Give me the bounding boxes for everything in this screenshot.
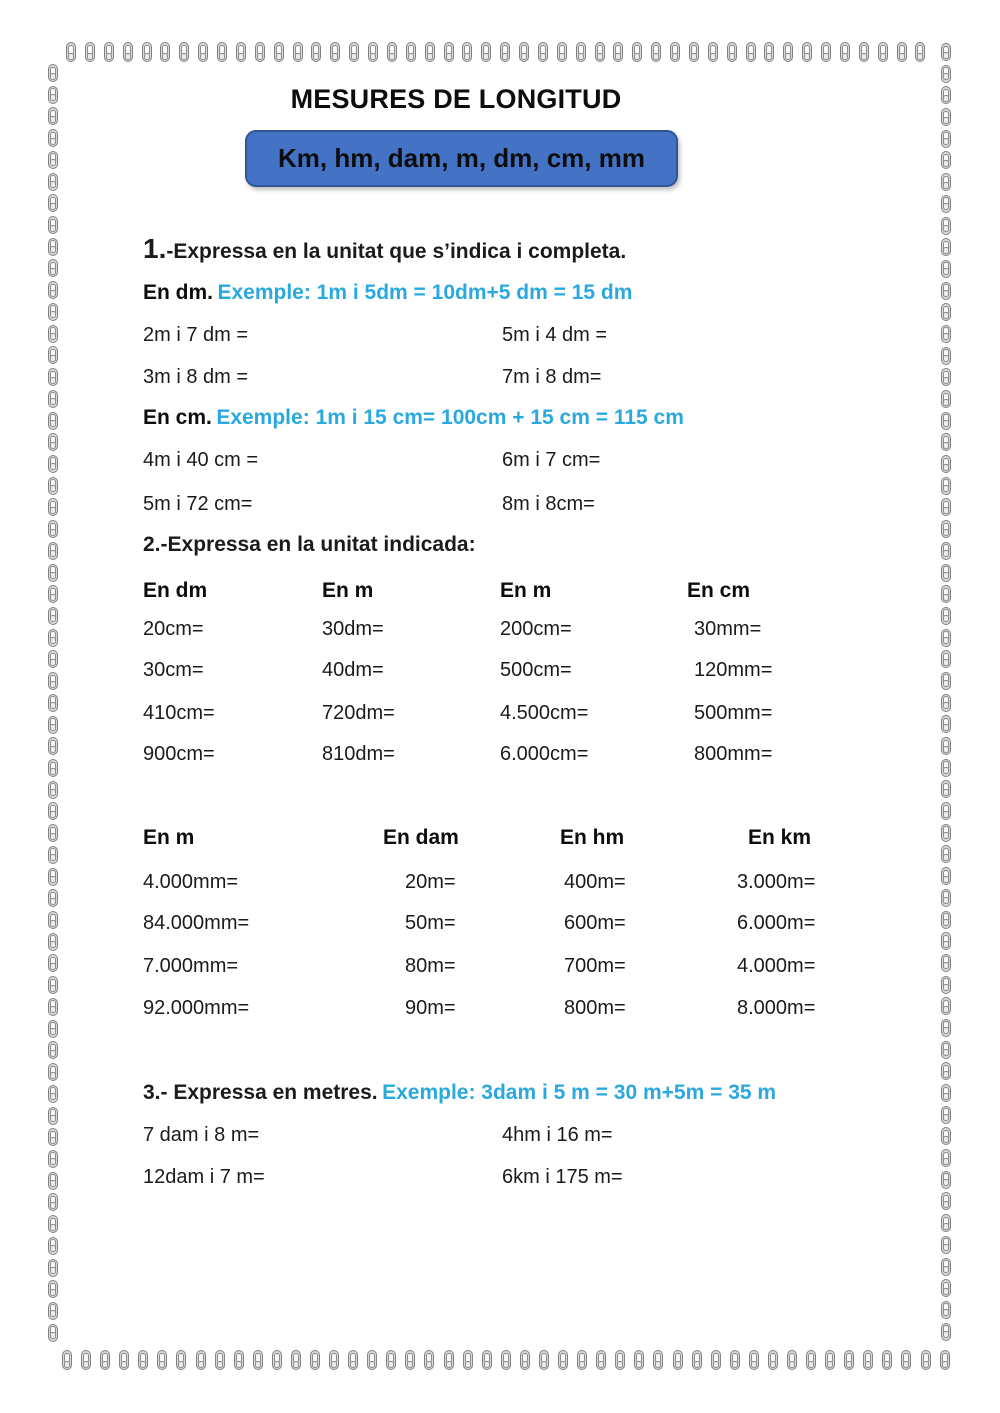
paperclip-icon — [595, 42, 605, 62]
paperclip-icon — [48, 759, 58, 777]
paperclip-icon — [425, 42, 435, 62]
paperclip-icon — [941, 455, 951, 473]
paperclip-icon — [768, 1350, 778, 1370]
paperclip-icon — [349, 42, 359, 62]
paperclip-icon — [48, 455, 58, 473]
table-cell: 30dm= — [322, 618, 384, 640]
table-cell: 50m= — [405, 912, 456, 934]
paperclip-icon — [941, 1106, 951, 1124]
units-banner — [245, 130, 678, 187]
exercise-row — [143, 493, 595, 516]
paperclip-icon — [689, 42, 699, 62]
paperclip-icon — [48, 194, 58, 212]
paperclip-icon — [81, 1350, 91, 1370]
table-cell: 4.000mm= — [143, 871, 239, 893]
table-cell: 80m= — [405, 955, 456, 977]
section1-en-cm-line — [143, 406, 684, 430]
en-dm-example: Exemple: 1m i 5dm = 10dm+5 dm = 15 dm — [217, 281, 633, 304]
paperclip-icon — [901, 1350, 911, 1370]
exercise-item: 4hm i 16 m= — [502, 1124, 613, 1146]
paperclip-icon — [941, 1258, 951, 1276]
paperclip-icon — [48, 173, 58, 191]
conversion-table-2 — [143, 826, 943, 1038]
paperclip-icon — [48, 672, 58, 690]
paperclip-icon — [941, 1084, 951, 1102]
paperclip-icon — [368, 42, 378, 62]
column-header: En km — [748, 826, 812, 849]
paperclip-icon — [405, 1350, 415, 1370]
paperclip-icon — [825, 1350, 835, 1370]
table-cell: 500mm= — [694, 702, 773, 724]
paperclip-icon — [138, 1350, 148, 1370]
paperclip-icon — [234, 1350, 244, 1370]
paperclip-icon — [941, 1323, 951, 1341]
exercise-row — [143, 449, 600, 472]
paperclip-icon — [941, 1171, 951, 1189]
paperclip-icon — [941, 195, 951, 213]
table-cell: 20cm= — [143, 618, 204, 640]
section1-title: -Expressa en la unitat que s’indica i completa. — [166, 240, 627, 263]
paperclip-icon — [941, 433, 951, 451]
en-cm-label: En cm. — [143, 406, 212, 429]
paperclip-icon — [48, 998, 58, 1016]
exercise-row — [143, 1166, 623, 1189]
paperclip-icon — [941, 43, 951, 61]
section3-example: Exemple: 3dam i 5 m = 30 m+5m = 35 m — [382, 1081, 777, 1104]
paperclip-icon — [48, 824, 58, 842]
paperclip-icon — [48, 346, 58, 364]
paperclip-icon — [692, 1350, 702, 1370]
paperclip-icon — [941, 86, 951, 104]
paperclip-icon — [48, 868, 58, 886]
paperclip-icon — [941, 498, 951, 516]
paperclip-icon — [859, 42, 869, 62]
paperclip-icon — [821, 42, 831, 62]
paperclip-icon — [941, 477, 951, 495]
paperclip-icon — [941, 1127, 951, 1145]
paperclip-icon — [176, 1350, 186, 1370]
paperclip-icon — [66, 42, 76, 62]
paperclip-icon — [142, 42, 152, 62]
paperclip-icon — [48, 259, 58, 277]
paperclip-icon — [48, 1302, 58, 1320]
paperclip-icon — [48, 1107, 58, 1125]
exercise-item: 12dam i 7 m= — [143, 1166, 265, 1188]
paperclip-icon — [48, 694, 58, 712]
paperclip-icon — [311, 42, 321, 62]
paperclip-icon — [48, 716, 58, 734]
table-cell: 30mm= — [694, 618, 762, 640]
paperclip-icon — [48, 802, 58, 820]
column-header: En m — [143, 826, 195, 849]
paperclip-icon — [613, 42, 623, 62]
table-cell: 92.000mm= — [143, 997, 250, 1019]
paperclip-icon — [386, 1350, 396, 1370]
table-cell: 4.000m= — [737, 955, 816, 977]
column-header: En cm — [687, 579, 751, 602]
paperclip-icon — [48, 1193, 58, 1211]
paperclip-icon — [48, 564, 58, 582]
exercise-item: 8m i 8cm= — [502, 493, 595, 515]
exercise-item: 7 dam i 8 m= — [143, 1124, 260, 1146]
units-banner-label: Km, hm, dam, m, dm, cm, mm — [278, 143, 645, 173]
conversion-table-1 — [143, 579, 943, 784]
paperclip-icon — [921, 1350, 931, 1370]
border-left-paperclips — [48, 64, 60, 1342]
paperclip-icon — [48, 216, 58, 234]
paperclip-icon — [941, 390, 951, 408]
paperclip-icon — [48, 1324, 58, 1342]
paperclip-icon — [941, 325, 951, 343]
paperclip-icon — [940, 1350, 950, 1370]
paperclip-icon — [653, 1350, 663, 1370]
paperclip-icon — [48, 477, 58, 495]
paperclip-icon — [48, 107, 58, 125]
paperclip-icon — [48, 976, 58, 994]
table-cell: 7.000mm= — [143, 955, 239, 977]
table-cell: 700m= — [564, 955, 626, 977]
paperclip-icon — [329, 1350, 339, 1370]
paperclip-icon — [558, 1350, 568, 1370]
paperclip-icon — [48, 1085, 58, 1103]
paperclip-icon — [941, 1214, 951, 1232]
paperclip-icon — [863, 1350, 873, 1370]
paperclip-icon — [48, 368, 58, 386]
paperclip-icon — [462, 42, 472, 62]
paperclip-icon — [746, 42, 756, 62]
table-cell: 8.000m= — [737, 997, 816, 1019]
paperclip-icon — [85, 42, 95, 62]
paperclip-icon — [291, 1350, 301, 1370]
table-cell: 720dm= — [322, 702, 395, 724]
paperclip-icon — [310, 1350, 320, 1370]
table-cell: 800mm= — [694, 743, 773, 765]
paperclip-icon — [48, 64, 58, 82]
table-cell: 6.000cm= — [500, 743, 589, 765]
paperclip-icon — [941, 151, 951, 169]
paperclip-icon — [941, 1041, 951, 1059]
paperclip-icon — [878, 42, 888, 62]
paperclip-icon — [727, 42, 737, 62]
paperclip-icon — [501, 1350, 511, 1370]
paperclip-icon — [48, 911, 58, 929]
paperclip-icon — [123, 42, 133, 62]
paperclip-icon — [915, 42, 925, 62]
paperclip-icon — [941, 347, 951, 365]
table-cell: 410cm= — [143, 702, 215, 724]
paperclip-icon — [236, 42, 246, 62]
paperclip-icon — [48, 629, 58, 647]
paperclip-icon — [749, 1350, 759, 1370]
paperclip-icon — [673, 1350, 683, 1370]
paperclip-icon — [367, 1350, 377, 1370]
border-bottom-paperclips — [62, 1350, 950, 1372]
column-header: En m — [500, 579, 552, 602]
paperclip-icon — [941, 1192, 951, 1210]
paperclip-icon — [844, 1350, 854, 1370]
paperclip-icon — [48, 737, 58, 755]
paperclip-icon — [941, 802, 951, 820]
paperclip-icon — [539, 1350, 549, 1370]
paperclip-icon — [48, 129, 58, 147]
section3-title: 3.- Expressa en metres. — [143, 1081, 378, 1104]
paperclip-icon — [941, 542, 951, 560]
paperclip-icon — [941, 65, 951, 83]
paperclip-icon — [48, 1150, 58, 1168]
paperclip-icon — [48, 650, 58, 668]
paperclip-icon — [596, 1350, 606, 1370]
paperclip-icon — [634, 1350, 644, 1370]
en-dm-label: En dm. — [143, 281, 214, 304]
paperclip-icon — [48, 1020, 58, 1038]
paperclip-icon — [463, 1350, 473, 1370]
column-header: En m — [322, 579, 374, 602]
table-cell: 400m= — [564, 871, 626, 893]
table-cell: 6.000m= — [737, 912, 816, 934]
paperclip-icon — [941, 1279, 951, 1297]
paperclip-icon — [941, 282, 951, 300]
paperclip-icon — [764, 42, 774, 62]
paperclip-icon — [272, 1350, 282, 1370]
paperclip-icon — [215, 1350, 225, 1370]
paperclip-icon — [48, 498, 58, 516]
table-cell: 30cm= — [143, 659, 204, 681]
paperclip-icon — [806, 1350, 816, 1370]
paperclip-icon — [941, 1301, 951, 1319]
section1-en-dm-line — [143, 281, 632, 305]
paperclip-icon — [941, 1149, 951, 1167]
table-cell: 200cm= — [500, 618, 572, 640]
paperclip-icon — [48, 1172, 58, 1190]
exercise-item: 6m i 7 cm= — [502, 449, 601, 471]
paperclip-icon — [941, 520, 951, 538]
paperclip-icon — [119, 1350, 129, 1370]
paperclip-icon — [48, 607, 58, 625]
exercise-item: 5m i 72 cm= — [143, 493, 253, 515]
paperclip-icon — [48, 412, 58, 430]
paperclip-icon — [670, 42, 680, 62]
paperclip-icon — [711, 1350, 721, 1370]
paperclip-icon — [48, 585, 58, 603]
paperclip-icon — [406, 42, 416, 62]
paperclip-icon — [274, 42, 284, 62]
column-header: En hm — [560, 826, 625, 849]
paperclip-icon — [444, 42, 454, 62]
paperclip-icon — [48, 542, 58, 560]
paperclip-icon — [941, 108, 951, 126]
exercise-item: 6km i 175 m= — [502, 1166, 623, 1188]
paperclip-icon — [253, 1350, 263, 1370]
paperclip-icon — [48, 1259, 58, 1277]
paperclip-icon — [897, 42, 907, 62]
paperclip-icon — [179, 42, 189, 62]
paperclip-icon — [787, 1350, 797, 1370]
paperclip-icon — [538, 42, 548, 62]
table-cell: 90m= — [405, 997, 456, 1019]
paperclip-icon — [941, 368, 951, 386]
paperclip-icon — [62, 1350, 72, 1370]
exercise-row — [143, 324, 607, 347]
paperclip-icon — [48, 520, 58, 538]
paperclip-icon — [615, 1350, 625, 1370]
paperclip-icon — [48, 1063, 58, 1081]
paperclip-icon — [48, 846, 58, 864]
paperclip-icon — [100, 1350, 110, 1370]
paperclip-icon — [196, 1350, 206, 1370]
paperclip-icon — [576, 42, 586, 62]
paperclip-icon — [941, 260, 951, 278]
paperclip-icon — [651, 42, 661, 62]
paperclip-icon — [424, 1350, 434, 1370]
exercise-row — [143, 366, 601, 389]
paperclip-icon — [48, 238, 58, 256]
table-cell: 600m= — [564, 912, 626, 934]
table-cell: 40dm= — [322, 659, 384, 681]
paperclip-icon — [941, 238, 951, 256]
paperclip-icon — [48, 1280, 58, 1298]
section3-heading — [143, 1081, 776, 1105]
paperclip-icon — [48, 325, 58, 343]
paperclip-icon — [48, 1128, 58, 1146]
en-cm-example: Exemple: 1m i 15 cm= 100cm + 15 cm = 115 cm — [216, 406, 684, 429]
column-header: En dam — [383, 826, 459, 849]
table-cell: 20m= — [405, 871, 456, 893]
table-cell: 500cm= — [500, 659, 572, 681]
paperclip-icon — [941, 1062, 951, 1080]
section1-number: 1. — [143, 233, 167, 264]
paperclip-icon — [500, 42, 510, 62]
paperclip-icon — [802, 42, 812, 62]
paperclip-icon — [577, 1350, 587, 1370]
exercise-item: 7m i 8 dm= — [502, 366, 602, 388]
paperclip-icon — [48, 390, 58, 408]
paperclip-icon — [104, 42, 114, 62]
section2-heading: 2.-Expressa en la unitat indicada: — [143, 533, 476, 556]
table-cell: 810dm= — [322, 743, 395, 765]
paperclip-icon — [941, 303, 951, 321]
border-top-paperclips — [66, 42, 926, 64]
section1-heading — [143, 233, 626, 265]
paperclip-icon — [48, 433, 58, 451]
paperclip-icon — [882, 1350, 892, 1370]
paperclip-icon — [293, 42, 303, 62]
page-title: MESURES DE LONGITUD — [290, 84, 622, 114]
exercise-item: 4m i 40 cm = — [143, 449, 259, 471]
paperclip-icon — [941, 130, 951, 148]
paperclip-icon — [840, 42, 850, 62]
paperclip-icon — [481, 42, 491, 62]
column-header: En dm — [143, 579, 208, 602]
table-cell: 800m= — [564, 997, 626, 1019]
paperclip-icon — [48, 1215, 58, 1233]
paperclip-icon — [941, 1236, 951, 1254]
paperclip-icon — [444, 1350, 454, 1370]
paperclip-icon — [557, 42, 567, 62]
paperclip-icon — [783, 42, 793, 62]
paperclip-icon — [48, 151, 58, 169]
paperclip-icon — [157, 1350, 167, 1370]
table-cell: 120mm= — [694, 659, 773, 681]
paperclip-icon — [730, 1350, 740, 1370]
paperclip-icon — [48, 1041, 58, 1059]
paperclip-icon — [48, 303, 58, 321]
paperclip-icon — [48, 954, 58, 972]
paperclip-icon — [348, 1350, 358, 1370]
paperclip-icon — [48, 781, 58, 799]
paperclip-icon — [48, 281, 58, 299]
paperclip-icon — [482, 1350, 492, 1370]
paperclip-icon — [160, 42, 170, 62]
paperclip-icon — [941, 217, 951, 235]
table-cell: 84.000mm= — [143, 912, 250, 934]
paperclip-icon — [48, 889, 58, 907]
table-cell: 3.000m= — [737, 871, 816, 893]
paperclip-icon — [941, 412, 951, 430]
paperclip-icon — [941, 173, 951, 191]
paperclip-icon — [708, 42, 718, 62]
paperclip-icon — [330, 42, 340, 62]
paperclip-icon — [387, 42, 397, 62]
table-cell: 4.500cm= — [500, 702, 589, 724]
paperclip-icon — [519, 42, 529, 62]
table-cell: 900cm= — [143, 743, 215, 765]
exercise-item: 3m i 8 dm = — [143, 366, 249, 388]
paperclip-icon — [48, 86, 58, 104]
paperclip-icon — [198, 42, 208, 62]
exercise-item: 2m i 7 dm = — [143, 324, 249, 346]
paperclip-icon — [255, 42, 265, 62]
exercise-item: 5m i 4 dm = — [502, 324, 608, 346]
exercise-row — [143, 1124, 613, 1147]
paperclip-icon — [48, 933, 58, 951]
paperclip-icon — [48, 1237, 58, 1255]
paperclip-icon — [217, 42, 227, 62]
paperclip-icon — [632, 42, 642, 62]
paperclip-icon — [520, 1350, 530, 1370]
